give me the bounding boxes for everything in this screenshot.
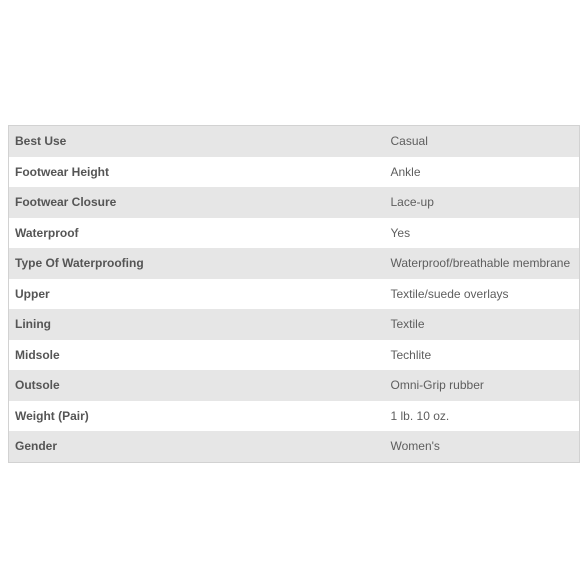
spec-value: Techlite xyxy=(384,340,580,371)
spec-value: Women's xyxy=(384,431,580,462)
spec-value: Textile xyxy=(384,309,580,340)
spec-value: Omni-Grip rubber xyxy=(384,370,580,401)
spec-value: 1 lb. 10 oz. xyxy=(384,401,580,432)
specifications-table xyxy=(8,125,580,463)
spec-row-footwear-closure xyxy=(9,187,580,218)
spec-label: Upper xyxy=(9,279,384,310)
spec-row-best-use xyxy=(9,126,580,157)
spec-label: Waterproof xyxy=(9,218,384,249)
spec-value: Yes xyxy=(384,218,580,249)
spec-label: Footwear Closure xyxy=(9,187,384,218)
spec-label: Best Use xyxy=(9,126,384,157)
spec-row-gender xyxy=(9,431,580,462)
spec-label: Type Of Waterproofing xyxy=(9,248,384,279)
spec-row-waterproof xyxy=(9,218,580,249)
spec-value: Lace-up xyxy=(384,187,580,218)
spec-row-footwear-height xyxy=(9,157,580,188)
spec-value: Waterproof/breathable membrane xyxy=(384,248,580,279)
spec-row-lining xyxy=(9,309,580,340)
spec-label: Gender xyxy=(9,431,384,462)
spec-value: Textile/suede overlays xyxy=(384,279,580,310)
spec-label: Weight (Pair) xyxy=(9,401,384,432)
spec-label: Footwear Height xyxy=(9,157,384,188)
spec-row-type-of-waterproofing xyxy=(9,248,580,279)
spec-label: Outsole xyxy=(9,370,384,401)
spec-row-outsole xyxy=(9,370,580,401)
spec-value: Ankle xyxy=(384,157,580,188)
spec-label: Midsole xyxy=(9,340,384,371)
spec-value: Casual xyxy=(384,126,580,157)
spec-row-upper xyxy=(9,279,580,310)
spec-label: Lining xyxy=(9,309,384,340)
spec-row-midsole xyxy=(9,340,580,371)
spec-row-weight xyxy=(9,401,580,432)
